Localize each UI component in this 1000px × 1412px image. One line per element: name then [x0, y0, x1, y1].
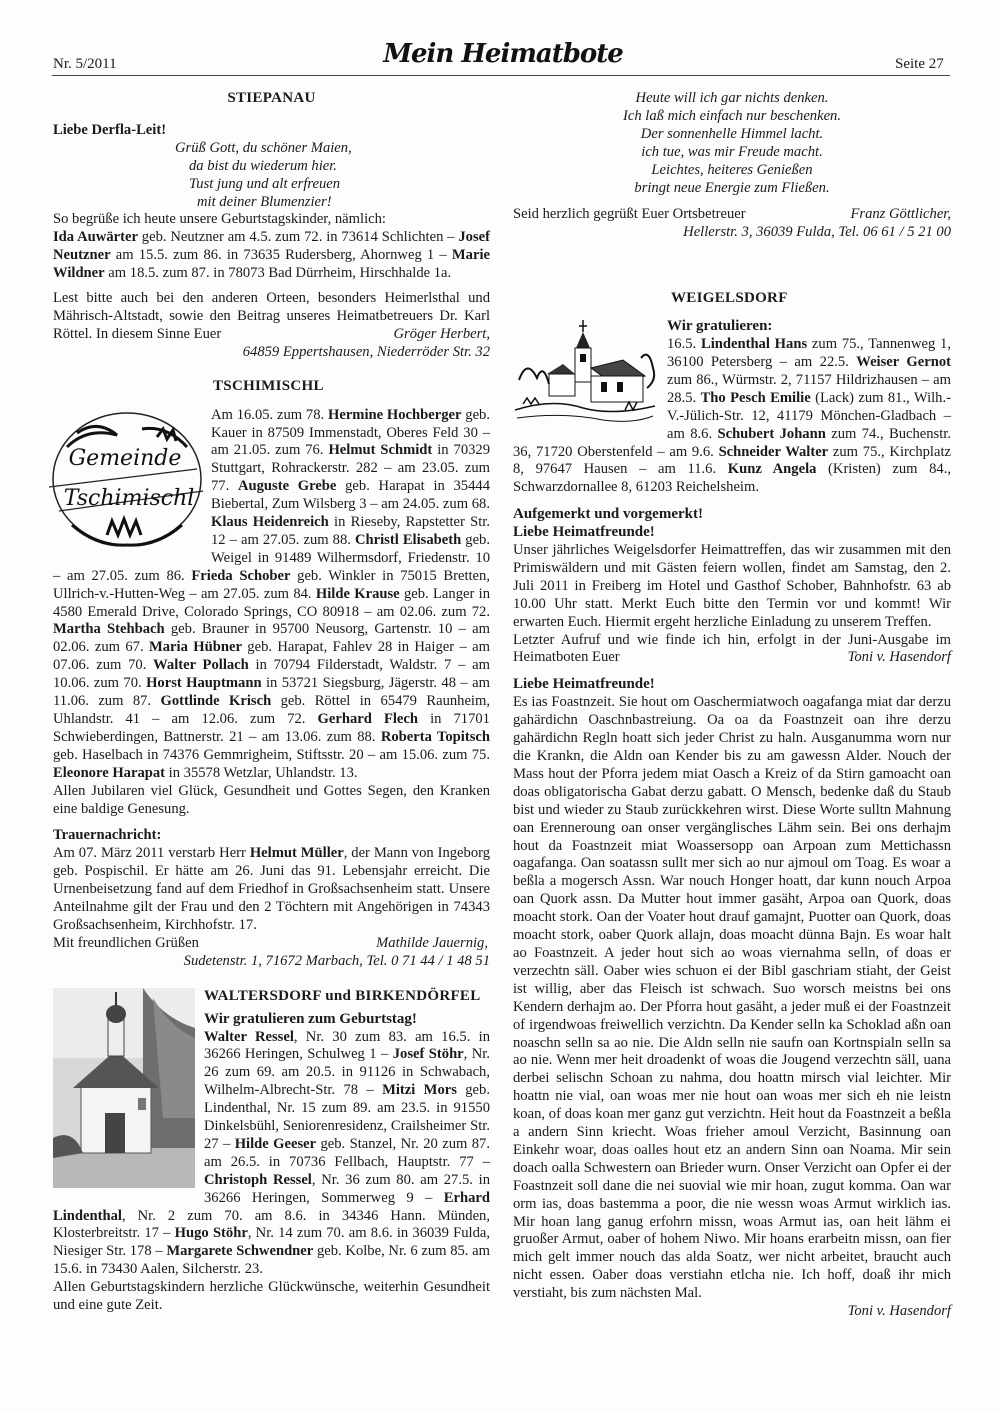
mourning-title: Trauernachricht: — [53, 827, 162, 844]
text: geb. Haselbach in 74376 Gemmrigheim, Stiftsstr. 20 – am 15.06. zum 75. — [53, 746, 490, 763]
right-poem — [513, 90, 951, 197]
aufgemerkt-greeting: Liebe Heimatfreunde! — [513, 524, 655, 541]
right-top-address: Hellerstr. 3, 36039 Fulda, Tel. 06 61 / 5 21 00 — [683, 224, 951, 241]
text: 16.5. — [667, 336, 701, 353]
text: , Nr. 36 zum 80. am 27.5. in 36266 Heringen, Sommerweg 9 – — [204, 1171, 491, 1206]
stiepanau-poem — [53, 140, 490, 212]
person-name: Klaus Heidenreich — [211, 514, 329, 531]
weigelsdorf-title: WEIGELSDORF — [671, 290, 788, 307]
church-drawing-icon — [513, 318, 657, 426]
person-name: Maria Hübner — [148, 639, 242, 656]
person-name: Auguste Grebe — [237, 478, 337, 495]
stiepanau-text — [53, 290, 490, 344]
signature-name: Gröger Herbert, — [393, 325, 490, 342]
tschimischl-title: TSCHIMISCHL — [213, 377, 324, 394]
stiepanau-greeting: Liebe Derfla-Leit! — [53, 121, 167, 138]
masthead-logo-icon — [383, 34, 623, 70]
text: Am 16.05. zum 78. — [211, 406, 328, 423]
aufgemerkt-title: Aufgemerkt und vorgemerkt! — [513, 506, 703, 523]
text: (Kristen) zum 84., Schwarzdornallee 8, 61203 Reichelsheim. — [513, 461, 952, 496]
person-name: Hilde Geeser — [234, 1135, 317, 1152]
foastnzeit-text: Es ias Foastnzeit. Sie hout om Oaschermiatwoch oagafanga miat dar derzu gahärdichn Oaschnbastreiung. Oa oa da Foastnzeit oan ihre derzu gahärdichn Regln hoatt sich jeder Christ zu haln. Ausganumma worn nur die Krankn, die Aldn oan Kender bis zu am gawessn Alder. Nouch der Mass hout der Pforra jedem miat Oasch a Kreiz of da Stirn gamoacht oan doas obligatorischa Gabat derzu gabatt. O Mensch, bedenke daß du Staub bist und wieder zu Staub zurückkehren wirst. Diese Worte sulltn Mahnung oan Erenneroung oan onser vergänglisches Lähm sein. Bei ons derhajm hout da Foastnzeit miat Woassersopp oan Arpoan zum Mettichassn oagafanga. Oan soatassn sullt mer sich ao nur ajmoul om Toag. Es woar a beßla a mogersch Assn. War nouch Honger hoatt, dar kunn nouch Arpoa oan Quork assn. Da Mutter hout immer gasäht, Arpoa oan Quork, doas moacht stork. Oan der Voater hout drauf gamajnt, Puotter oan Quork, doas moacht stork, oaber Quork allajn, doas moacht dünna Bajn. Es woar halt ao Foastnzeit. A jeder hout sich ao woas viernahma selln, of doas er verzechtn säll. Oaber wies schuon ei der Bibl gaschriam stiaht, der Geist ist willig, aber das Fleisch ist schwach. Suo worsch meistns bei ons Kendern derhajm ao. Der Pforra hout gasäht, a jeder muß ei der Foastnzeit of irgendwoas freiwellich verzichtn. Da Kender selln ka Schoklad aßn oan noaschn selln sa ao nie. Die Aldn selln nie saufn oan Kortnspialn selln sa ao nie. Wenn mer heit droadenkt of woas die Jougend verzechtn säll, uana derbei selischn Schoan zu nahma, dou hoattn mirsch vial leichter. Mir hoattn nie vial, oan woas mer nie hout oan woas mer sich eh nie leistn koan, of doas koan mer ganz gut verzichtn. Heit hout da Foastnzeit a beßla a andern Sinn kriecht. Woas frieher amoul Verzicht, Basinnung oan Einkehr woar, doas oalles hout etz an andern Sinn oan Noama. Mir sein doach oalla Schwestern oan Brieder wurn. Onser Verzicht oan Opfer ei der Foastnzeit soll dane die nei suovial wie mir hoan, zugut komma. Oan war orm ias, doas bastemma a poor, die nie wessn woas Armut wirklich ias. Mir hoan lang ganug erfohrn missn, woas Armut ias, oan heit lähm ei gruoßer Armut, oaber of hohem Niwo. Mir hoans erarbeitn missn, oan fier mich gelt immer nouch das alda Soatz, wer nicht arbeitet, braucht auch nicht essen. Oaber doas verstiahn etlcha nie. Ich hoff, doaß ihr mich verstiaht, bis zum nächsten Mal. — [513, 694, 951, 1302]
stiepanau-title: STIEPANAU — [227, 90, 316, 106]
person-name: Hermine Hochberger — [327, 406, 462, 423]
header-rule — [52, 75, 950, 76]
person-name: Hugo Stöhr — [174, 1225, 248, 1242]
page-number: Seite 27 — [895, 56, 944, 72]
aufgemerkt-text: Unser jährliches Weigelsdorfer Heimattreffen, das wir zusammen mit den Primiswäldern und mit Gästen feiern wollen, findet am Samstag, den 2. Juli 2011 in Freiberg im Hotel und Gasthof Schober, Bahnhofstr. 63 ab 10.00 Uhr statt. Merkt Euch bitte den Termin vor und kommt! Wir erwarten Euch. Hiermit ergeht herzliche Einladung zu unserem Treffen. — [513, 542, 951, 630]
person-name: Walter Pollach — [153, 657, 249, 674]
text: geb. Brauner in 95700 Neusorg, Gartenstr. 10 – am 02.06. zum 67. — [53, 621, 490, 656]
text: Letzter Aufruf und wie finde ich hin, erfolgt in der Juni-Ausgabe im Heimatboten Euer — [513, 631, 951, 666]
person-name: Schubert Johann — [717, 425, 826, 442]
aufgemerkt-text-2 — [513, 632, 951, 668]
text: , Nr. 14 zum 70. am 8.6. in 36039 Fulda, Niesiger Str. 178 – — [53, 1225, 490, 1260]
text: geb. Winkler in 75015 Bretten, Ullrich-v.-Hutten-Weg – am 27.05. zum 84. — [53, 567, 490, 602]
person-name: Christoph Ressel — [204, 1171, 312, 1188]
person-name: Weiser Gernot — [856, 353, 951, 370]
text: in 53721 Siegsburg, Jägerstr. 48 – am 11.06. zum 87. — [53, 675, 490, 710]
text: in 70794 Filderstadt, Waldstr. 7 – am 10.06. zum 70. — [53, 657, 490, 692]
text: Lest bitte auch bei den anderen Orteen, besonders Heimerlsthal und Mährisch-Altstadt, sowie den Beitrag unseres Heimatbetreuers Dr. Karl Röttel. In diesem Sinne Euer — [53, 290, 490, 342]
text: geb. Lindenthal, Nr. 15 zum 89. am 23.5. in 91550 Dinkelsbühl, Seniorenresidenz, Crailsheimer Str. 27 – — [204, 1082, 490, 1152]
waltersdorf-wishes: Allen Geburtstagskindern herzliche Glückwünsche, weiterhin Gesundheit und eine gute Zeit. — [53, 1279, 490, 1314]
svg-text:Gemeinde: Gemeinde — [68, 445, 182, 471]
svg-text:Mein Heimatbote: Mein Heimatbote — [383, 39, 623, 69]
person-name: Gerhard Flech — [317, 711, 418, 727]
text: geb. Kolbe, Nr. 6 zum 85. am 15.6. in 73430 Aalen, Silcherstr. 23. — [53, 1243, 490, 1278]
text: am 18.5. zum 87. in 78073 Bad Dürrheim, Hirschhalde 1a. — [104, 265, 452, 282]
person-name: Tho Pesch Emilie — [700, 389, 811, 406]
text: zum 75., Kirchplatz 8, 97647 Hausen – am 11.6. — [513, 443, 951, 478]
person-name: Lindenthal Hans — [700, 336, 808, 353]
stiepanau-address: 64859 Eppertshausen, Niederröder Str. 32 — [242, 343, 490, 360]
person-name: Josef Neutzner — [53, 229, 490, 264]
person-name: Roberta Topitsch — [380, 728, 490, 745]
poem-line: ich tue, was mir Freude macht. — [641, 143, 823, 160]
person-name: Mitzi Mors — [382, 1082, 457, 1099]
waltersdorf-section — [53, 988, 490, 1315]
poem-line: bringt neue Energie zum Fließen. — [634, 179, 830, 196]
text: , der Mann von Ingeborg geb. Pospischil. Er hätte am 26. Juni das 91. Lebensjahr erreicht. Die Urnenbeisetzung fand auf dem Friedhof in Großsachsenheim statt. Unsere Anteilnahme gilt der Frau und den 2 Töchtern mit Angehörigen in 74343 Großsachsenheim, Kirchhofstr. 17. — [53, 845, 491, 933]
tschimischl-body — [53, 407, 490, 819]
weigelsdorf-section — [513, 318, 951, 497]
person-name: Margarete Schwendner — [166, 1243, 314, 1260]
signature-name: Toni v. Hasendorf — [847, 649, 951, 666]
poem-line: mit deiner Blumenzier! — [197, 193, 332, 210]
text: geb. Weigel in 91489 Wilhermsdorf, Friedenstr. 10 – am 27.05. zum 86. — [53, 531, 491, 584]
text: in 35578 Wetzlar, Uhlandstr. 13. — [165, 764, 358, 781]
person-name: Erhard Lindenthal — [53, 1189, 490, 1224]
person-name: Hilde Krause — [315, 585, 400, 602]
poem-line: Leichtes, heiteres Genießen — [651, 161, 813, 178]
masthead-logo — [383, 34, 623, 70]
person-name: Frieda Schober — [191, 567, 291, 584]
right-column — [513, 90, 951, 1321]
right-top-signature — [513, 206, 951, 224]
text: , Nr. 26 zum 69. am 20.5. in 91126 in Schwabach, Wilhelm-Albrecht-Str. 78 – — [204, 1046, 490, 1099]
poem-line: Grüß Gott, du schöner Maien, — [175, 139, 352, 156]
person-name: Helmut Müller — [249, 845, 344, 862]
person-name: Kunz Angela — [727, 461, 817, 478]
text: zum 74., Buchenstr. 36, 71720 Oberstenfeld – am 9.6. — [513, 425, 951, 460]
waltersdorf-subtitle: Wir gratulieren zum Geburtstag! — [204, 1010, 417, 1027]
person-name: Ida Auwärter — [53, 229, 138, 246]
text: , Nr. 2 zum 70. am 8.6. in 34346 Hann. Münden, Klosterbreitstr. 17 – — [53, 1207, 490, 1242]
text: geb. Harapat, Fahlev 28 in Haiger – am 07.06. zum 70. — [53, 639, 490, 674]
person-name: Martha Stehbach — [53, 621, 165, 638]
text: geb. Stanzel, Nr. 20 zum 87. am 26.5. in 70736 Fellbach, Hauptstr. 77 – — [204, 1135, 491, 1170]
text: zum 86., Würmstr. 2, 71157 Hildrizhausen – am 28.5. — [667, 371, 951, 406]
svg-text:Tschimischl: Tschimischl — [63, 485, 195, 511]
tschimischl-signature — [53, 935, 490, 953]
text: in 71701 Schwieberdingen, Battnerstr. 21 – am 13.06. zum 88. — [53, 711, 490, 745]
foastnzeit-signature: Toni v. Hasendorf — [847, 1303, 951, 1320]
greeting-text: Seid herzlich gegrüßt Euer Ortsbetreuer — [513, 206, 746, 223]
text: geb. Langer in 4580 Emerald Drive, Colorado Springs, CO 80918 – am 02.06. zum 72. — [53, 585, 491, 620]
village-drawing — [513, 318, 657, 426]
mourning-text — [53, 845, 490, 935]
text: zum 75., Tannenweg 1, 36100 Petersberg – am 22.5. — [667, 336, 951, 370]
text: (Lack) zum 81., Wilh.-V.-Jülich-Str. 12, 41179 Mönchen-Gladbach – am 8.6. — [667, 389, 951, 442]
person-name: Josef Stöhr — [392, 1046, 464, 1063]
poem-line: Ich laß mich einfach nur beschenken. — [622, 107, 842, 124]
text: geb. Röttel in 65479 Raunheim, Uhlandstr. 41 – am 12.06. zum 72. — [53, 693, 490, 727]
gemeinde-seal-icon — [47, 407, 205, 557]
poem-line: da bist du wiederum hier. — [189, 157, 337, 174]
poem-line: Der sonnenhelle Himmel lacht. — [640, 125, 824, 142]
text: geb. Kauer in 87509 Immenstadt, Oberes Feld 30 – am 21.05. zum 76. — [211, 406, 490, 459]
person-name: Schneider Walter — [718, 443, 829, 460]
waltersdorf-title: WALTERSDORF und BIRKENDÖRFEL — [204, 987, 481, 1004]
issue-number: Nr. 5/2011 — [53, 56, 117, 72]
person-name: Eleonore Harapat — [53, 764, 166, 781]
poem-line: Heute will ich gar nichts denken. — [635, 90, 829, 106]
stiepanau-birthdays — [53, 229, 490, 283]
person-name: Marie Wildner — [53, 247, 490, 282]
person-name: Horst Hauptmann — [146, 675, 262, 692]
person-name: Gottlinde Krisch — [160, 693, 272, 710]
text: geb. Neutzner am 4.5. zum 72. in 73614 Schlichten – — [137, 229, 459, 246]
stiepanau-intro: So begrüße ich heute unsere Geburtstagskinder, nämlich: — [53, 211, 386, 228]
foastnzeit-title: Liebe Heimatfreunde! — [513, 676, 655, 693]
person-name: Walter Ressel — [204, 1028, 294, 1045]
person-name: Helmut Schmidt — [328, 442, 433, 459]
text: Am 07. März 2011 verstarb Herr — [53, 845, 250, 862]
person-name: Christl Elisabeth — [354, 531, 462, 548]
chapel-photo — [53, 988, 195, 1188]
tschimischl-logo — [47, 407, 205, 567]
signature-name: Mathilde Jauernig, — [376, 934, 488, 951]
chapel-photo-icon — [53, 988, 195, 1188]
text: geb. Harapat in 35444 Biebertal, Zum Wilsberg 3 – am 24.05. zum 68. — [211, 478, 490, 513]
tschimischl-address: Sudetenstr. 1, 71672 Marbach, Tel. 0 71 44 / 1 48 51 — [183, 952, 490, 969]
text: in Rieseby, Rapstetter Str. 12 – am 27.05. zum 88. — [211, 514, 490, 548]
signature-name: Franz Göttlicher, — [850, 206, 951, 223]
closing-text: Mit freundlichen Grüßen — [53, 934, 199, 951]
poem-line: Tust jung und alt erfreuen — [189, 175, 341, 192]
tschimischl-wishes: Allen Jubilaren viel Glück, Gesundheit und Gottes Segen, den Kranken eine baldige Genesung. — [53, 782, 490, 817]
text: in 70329 Stuttgart, Rohrackerstr. 282 – am 23.05. zum 77. — [211, 442, 491, 495]
left-column — [53, 90, 490, 1315]
text: , Nr. 30 zum 83. am 16.5. in 36266 Heringen, Schulweg 1 – — [204, 1028, 490, 1063]
text: am 15.5. zum 86. in 73635 Rudersberg, Ahornweg 1 – — [110, 247, 452, 264]
weigelsdorf-subtitle: Wir gratulieren: — [667, 318, 773, 335]
